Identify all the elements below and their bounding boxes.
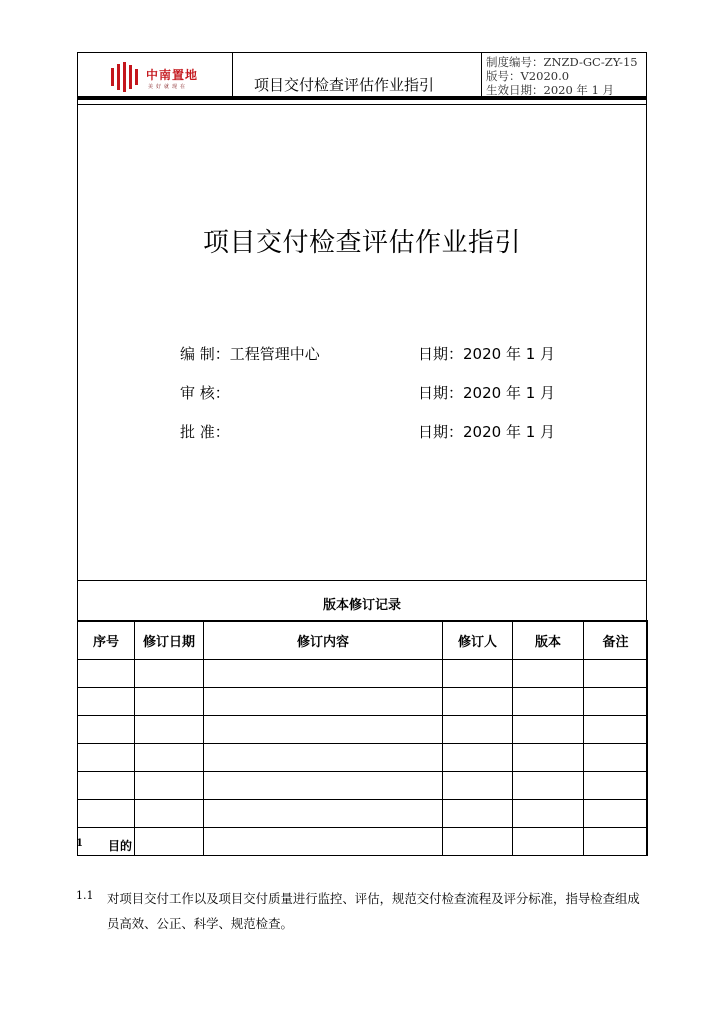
table-cell [78, 772, 135, 800]
table-row [78, 688, 648, 716]
logo-bars-icon [108, 62, 138, 92]
table-cell [513, 688, 584, 716]
table-cell [135, 800, 204, 828]
table-header-row [78, 621, 648, 660]
table-row [78, 660, 648, 688]
signoff-date: 日期：2020 年 1 月 [418, 384, 556, 402]
signoff-label: 批 准： [180, 423, 230, 441]
column-header: 版本 [513, 621, 584, 660]
table-cell [135, 744, 204, 772]
table-cell [204, 800, 443, 828]
table-cell [204, 660, 443, 688]
table-cell [584, 716, 648, 744]
table-cell [513, 660, 584, 688]
table-cell [513, 828, 584, 856]
table-cell [513, 716, 584, 744]
table-cell [513, 800, 584, 828]
table-cell [204, 744, 443, 772]
revision-rule [77, 580, 647, 581]
table-cell [443, 744, 513, 772]
table-cell [513, 772, 584, 800]
table-cell [78, 716, 135, 744]
table-cell [513, 744, 584, 772]
item-text: 对项目交付工作以及项目交付质量进行监控、评估，规范交付检查流程及评分标准，指导检查组成员高效、公正、科学、规范检查。 [107, 891, 640, 931]
table-cell [135, 828, 204, 856]
table-row [78, 772, 648, 800]
table-cell [78, 660, 135, 688]
table-cell [78, 744, 135, 772]
signoff-date: 日期：2020 年 1 月 [418, 423, 556, 441]
section-number: 1 [76, 838, 83, 849]
table-cell [204, 828, 443, 856]
signoff-date: 日期：2020 年 1 月 [418, 345, 556, 363]
revision-table [77, 620, 648, 856]
table-cell [443, 660, 513, 688]
header-rule [77, 104, 647, 105]
table-cell [584, 772, 648, 800]
table-row [78, 828, 648, 856]
table-cell [204, 716, 443, 744]
header-divider [232, 52, 233, 98]
doc-effective-date: 生效日期：2020 年 1 月 [486, 83, 615, 96]
table-cell [443, 800, 513, 828]
table-row [78, 800, 648, 828]
table-cell [584, 828, 648, 856]
table-cell [584, 688, 648, 716]
logo-name: 中南置地 [146, 68, 199, 82]
header-divider [481, 52, 482, 98]
item-number: 1.1 [76, 889, 94, 902]
table-cell [135, 772, 204, 800]
doc-code: 制度编号：ZNZD-GC-ZY-15 [486, 55, 638, 69]
doc-version: 版号：V2020.0 [486, 69, 570, 83]
document-title: 项目交付检查评估作业指引 [202, 228, 521, 258]
column-header: 修订日期 [135, 621, 204, 660]
header-title: 项目交付检查评估作业指引 [254, 76, 435, 94]
signoff-label: 审 核： [180, 384, 230, 402]
header-meta [486, 55, 644, 96]
revision-title: 版本修订记录 [322, 598, 401, 613]
table-cell [443, 688, 513, 716]
table-cell [204, 772, 443, 800]
table-cell [204, 688, 443, 716]
column-header: 修订人 [443, 621, 513, 660]
section-title: 目的 [108, 839, 133, 853]
table-cell [135, 688, 204, 716]
table-cell [78, 800, 135, 828]
table-cell [584, 744, 648, 772]
column-header: 序号 [78, 621, 135, 660]
table-cell [584, 800, 648, 828]
table-cell [443, 772, 513, 800]
table-cell [78, 688, 135, 716]
table-cell [135, 716, 204, 744]
table-cell [584, 660, 648, 688]
table-row [78, 716, 648, 744]
signoff-label: 编 制：工程管理中心 [180, 345, 320, 363]
table-cell [443, 828, 513, 856]
table-cell [443, 716, 513, 744]
column-header: 修订内容 [204, 621, 443, 660]
header-rule [77, 96, 647, 100]
table-row [78, 744, 648, 772]
table-cell [135, 660, 204, 688]
logo-tagline: 美好就现在 [148, 84, 189, 90]
column-header: 备注 [584, 621, 648, 660]
